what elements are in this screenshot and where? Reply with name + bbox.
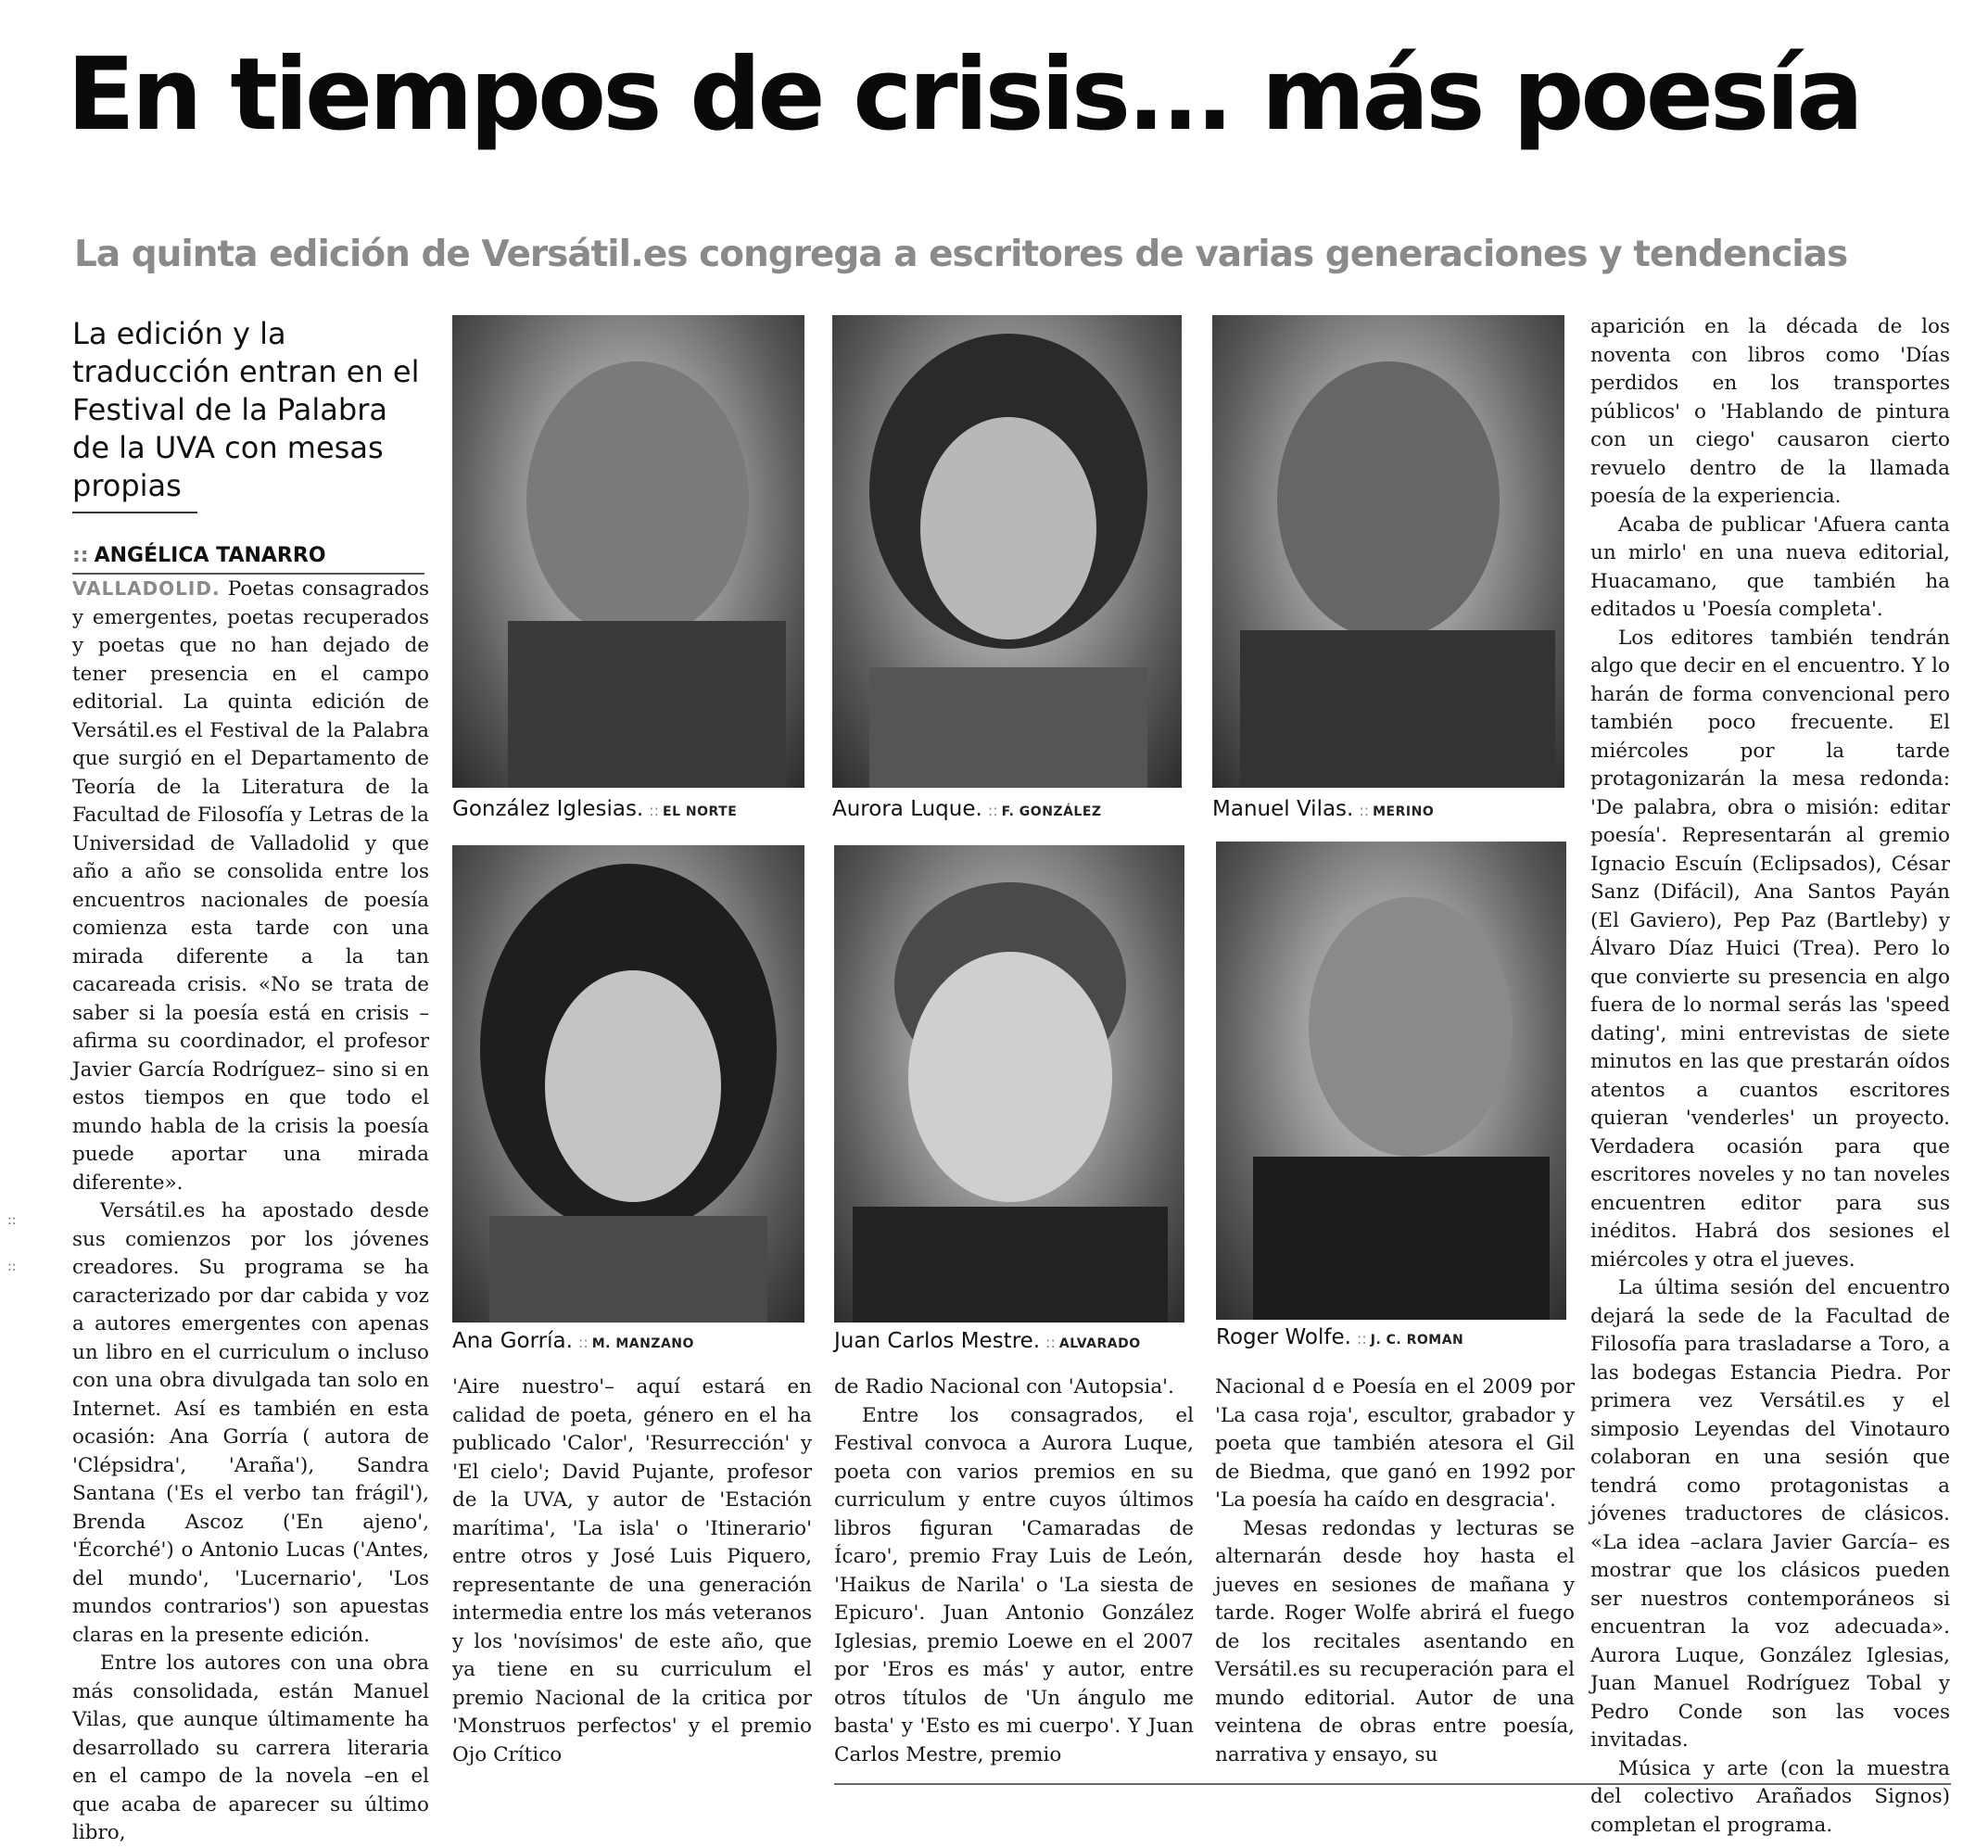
credit-separator: :: xyxy=(649,802,660,819)
photo-caption xyxy=(452,1327,694,1358)
credit-separator: :: xyxy=(1045,1334,1056,1351)
side-marker: :: xyxy=(7,1259,17,1274)
paragraph: aparición en la década de los noventa con libros como 'Días perdidos en los transportes públicos' o 'Hablando de pintura con un ciego' causaron cierto revuelo dentro de la llamada poesía de la experiencia. xyxy=(1590,315,1950,508)
caption-name: Manuel Vilas. xyxy=(1212,797,1354,821)
paragraph: Entre los autores con una obra más consolidada, están Manuel Vilas, que aunque últimamente ha desarrollado su carrera literaria en el campo de la novela –en el que acaba de aparecer su último libro, xyxy=(72,1652,429,1844)
caption-name: Ana Gorría. xyxy=(452,1329,573,1353)
paragraph-text: Poetas consagrados y emergentes, poetas recuperados y poetas que no han dejado de tener presencia en el campo editorial. La quinta edición de Versátil.es el Festival de la Palabra que surgió en el Departamento de Teoría de la Literatura de la Facultad de Filosofía y Letras de la Universidad de Valladolid y que año a año se consolida entre los encuentros nacionales de poesía comienza esta tarde con una mirada diferente a la tan cacareada crisis. «No se trata de saber si la poesía está en crisis –afirma su coordinador, el profesor Javier García Rodríguez– sino si en estos tiempos en que todo el mundo habla de la crisis la poesía puede aportar una mirada diferente». xyxy=(72,577,429,1195)
photo-credit: J. C. ROMAN xyxy=(1370,1333,1464,1348)
deck-divider xyxy=(72,512,197,513)
photo-caption xyxy=(452,795,737,826)
paragraph: La última sesión del encuentro dejará la sede de la Facultad de Filosofía para trasladarse a Toro, a las bodegas Estancia Piedra. Por primera vez Versátil.es y el simposio Leyendas del Vinotauro colaboran en una sesión que tendrá como protagonistas a jóvenes traductores de clásicos. «La idea –aclara Javier García– es mostrar que los clásicos pueden ser nuestros contemporáneos si encuentran la voz adecuada». Aurora Luque, González Iglesias, Juan Manuel Rodríguez Tobal y Pedro Conde son las voces invitadas. xyxy=(1590,1276,1950,1752)
paragraph: Versátil.es ha apostado desde sus comienzos por los jóvenes creadores. Su programa se ha caracterizado por dar cabida y voz a autores emergentes con apenas un libro en el curriculum o incluso con una obra divulgada tan solo en Internet. Así es también en esta ocasión: Ana Gorría ( autora de 'Clépsidra', 'Araña'), Sandra Santana ('Es el verbo tan frágil'), Brenda Ascoz ('En ajeno', 'Écorché') o Antonio Lucas ('Antes, del mundo', 'Lucernario', 'Los mundos contrarios') son apuestas claras en la presente edición. xyxy=(72,1199,429,1647)
photo-aurora-luque xyxy=(832,315,1182,788)
paragraph: Música y arte (con la muestra del colectivo Arañados Signos) completan el programa. xyxy=(1590,1756,1950,1837)
credit-separator: :: xyxy=(987,802,998,819)
deck: La edición y la traducción entran en el Festival de la Palabra de la UVA con mesas propias xyxy=(72,316,420,503)
caption-name: González Iglesias. xyxy=(452,797,644,821)
portrait-silhouette xyxy=(832,315,1182,788)
portrait-silhouette xyxy=(452,315,804,788)
portrait-silhouette xyxy=(834,845,1184,1323)
photo-gonzalez-iglesias xyxy=(452,315,804,788)
article-column-2 xyxy=(452,1373,812,1769)
paragraph: de Radio Nacional con 'Autopsia'. xyxy=(834,1375,1174,1399)
paragraph: Entre los consagrados, el Festival convoca a Aurora Luque, poeta con varios premios en su curriculum y entre cuyos últimos libros figuran 'Camaradas de Ícaro', premio Fray Luis de León, 'Haikus de Narila' o 'La siesta de Epicuro'. Juan Antonio González Iglesias, premio Loewe en el 2007 por 'Eros es más' y autor, entre otros títulos de 'Un ángulo me basta' y 'Esto es mi cuerpo'. Y Juan Carlos Mestre, premio xyxy=(834,1403,1194,1766)
photo-credit: MERINO xyxy=(1373,804,1435,819)
caption-name: Roger Wolfe. xyxy=(1216,1325,1351,1349)
article-column-4 xyxy=(1215,1373,1575,1769)
portrait-silhouette xyxy=(452,845,804,1323)
article-column-3 xyxy=(834,1373,1194,1769)
side-marker: :: xyxy=(7,1213,17,1228)
credit-separator: :: xyxy=(577,1334,589,1351)
credit-separator: :: xyxy=(1356,1330,1367,1348)
subheadline: La quinta edición de Versátil.es congrega a escritores de varias generaciones y tendencias xyxy=(74,234,1848,275)
credit-separator: :: xyxy=(1359,802,1370,819)
paragraph: Los editores también tendrán algo que decir en el encuentro. Y lo harán de forma convencional pero también poco frecuente. El miércoles por la tarde protagonizarán la mesa redonda: 'De palabra, obra o misión: editar poesía'. Representarán al gremio Ignacio Escuín (Eclipsados), César Sanz (Difácil), Ana Santos Payán (El Gaviero), Pep Paz (Bartleby) y Álvaro Díaz Huici (Trea). Pero lo que convierte su presencia en algo fuera de lo normal serás las 'speed dating', mini entrevistas de siete minutos en las que prestarán oídos atentos a cuantos escritores quieran 'venderles' un proyecto. Verdadera ocasión para que escritores noveles y no tan noveles encuentren editor para sus inéditos. Habrá dos sesiones el miércoles y otra el jueves. xyxy=(1590,626,1950,1272)
photo-caption xyxy=(832,795,1102,826)
photo-juan-carlos-mestre xyxy=(834,845,1184,1323)
paragraph: 'Aire nuestro'– aquí estará en calidad de poeta, género en el ha publicado 'Calor', 'Resurrección' y 'El cielo'; David Pujante, profesor de la UVA, y autor de 'Estación marítima', 'La isla' o 'Itinerario' entre otros y José Luis Piquero, representante de una generación intermedia entre los más veteranos y los 'novísimos' de este año, que ya tiene en su curriculum el premio Nacional de la critica por 'Monstruos perfectos' y el premio Ojo Crítico xyxy=(452,1375,812,1766)
headline: En tiempos de crisis... más poesía xyxy=(67,37,1861,153)
dateline: VALLADOLID. xyxy=(72,577,221,600)
caption-name: Juan Carlos Mestre. xyxy=(834,1329,1041,1353)
portrait-silhouette xyxy=(1212,315,1564,788)
photo-caption xyxy=(1216,1323,1463,1354)
photo-credit: ALVARADO xyxy=(1058,1336,1141,1351)
paragraph xyxy=(72,575,429,1197)
article-column-5 xyxy=(1590,313,1950,1840)
caption-name: Aurora Luque. xyxy=(832,797,982,821)
photo-credit: EL NORTE xyxy=(663,804,738,819)
photo-credit: M. MANZANO xyxy=(591,1336,694,1351)
portrait-silhouette xyxy=(1216,842,1566,1320)
byline-author: ANGÉLICA TANARRO xyxy=(94,544,326,567)
photo-caption xyxy=(834,1327,1141,1358)
photo-credit: F. GONZÁLEZ xyxy=(1001,804,1102,819)
byline-marks: :: xyxy=(72,544,89,567)
paragraph: Nacional d e Poesía en el 2009 por 'La casa roja', escultor, grabador y poeta que también atesora el Gil de Biedma, que ganó en 1992 por 'La poesía ha caído en desgracia'. xyxy=(1215,1375,1575,1512)
photo-caption xyxy=(1212,795,1434,826)
photo-manuel-vilas xyxy=(1212,315,1564,788)
photo-roger-wolfe xyxy=(1216,842,1566,1320)
paragraph: Mesas redondas y lecturas se alternarán desde hoy hasta el jueves en sesiones de mañana y tarde. Roger Wolfe abrirá el fuego de los recitales asentando en Versátil.es su recuperación para el mundo editorial. Autor de una veintena de obras entre poesía, narrativa y ensayo, su xyxy=(1215,1516,1575,1766)
byline xyxy=(72,541,424,575)
photo-ana-gorria xyxy=(452,845,804,1323)
paragraph: Acaba de publicar 'Afuera canta un mirlo' en una nueva editorial, Huacamano, que también ha editados u 'Poesía completa'. xyxy=(1590,513,1950,621)
bottom-divider xyxy=(834,1783,1951,1785)
article-column-1 xyxy=(72,575,429,1848)
